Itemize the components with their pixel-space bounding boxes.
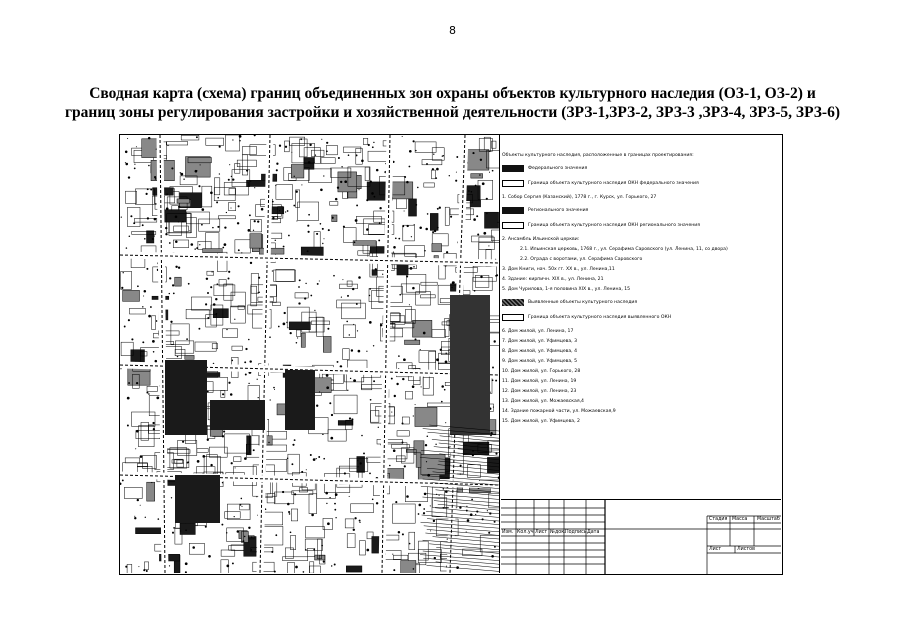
federal-boundary-swatch (502, 180, 524, 187)
legend-item: 3. Дом Книги, нач. 50х гг. XX в., ул. Ленина,11 (502, 267, 615, 272)
regional-boundary-swatch (502, 222, 524, 229)
stamp-stage: Стадия (709, 517, 728, 522)
legend-item: 8. Дом жилой, ул. Уфимцева, 4 (502, 349, 578, 354)
page-number: 8 (449, 24, 456, 37)
legend-item: 4. Здание: кирпичн. XIX в., ул. Ленина, 21 (502, 277, 604, 282)
legend-federal-boundary-label: Граница объекта культурного наследия ОКН федерального значения (528, 180, 699, 186)
legend-federal (502, 165, 780, 172)
map-legend (502, 153, 780, 429)
legend-regional-label: Регионального значения (528, 207, 589, 213)
legend-item: 2. Ансамбль Ильинской церкви: (502, 237, 580, 242)
map-graphic (120, 135, 499, 573)
document-title (60, 84, 845, 122)
title-block (501, 499, 781, 574)
title-block-grid (501, 500, 781, 574)
stamp-sheet: Лист (709, 547, 722, 552)
stamp-col-list: Лист (535, 530, 548, 535)
legend-federal-label: Федерального значения (528, 165, 588, 171)
title-line-2: границ зоны регулирования застройки и хозяйственной деятельности (ЗРЗ-1,ЗРЗ-2, ЗРЗ-3 ,ЗРЗ-4, ЗРЗ-5, ЗРЗ-6) (64, 104, 840, 121)
legend-regional (502, 207, 780, 214)
legend-item: 10. Дом жилой, ул. Горького, 28 (502, 369, 581, 374)
legend-regional-boundary-label: Граница объекта культурного наследия ОКН регионального значения (528, 222, 701, 228)
legend-item: 11. Дом жилой, ул. Ленина, 19 (502, 379, 577, 384)
legend-item: 2.1. Ильинская церковь, 1768 г., ул. Серафима Саровского (ул. Ленина, 11, со двора) (520, 247, 728, 252)
legend-heading: Объекты культурного наследия, расположенные в границах проектирования: (502, 153, 694, 158)
federal-swatch (502, 165, 524, 172)
stamp-col-koluch: Кол.уч (517, 530, 534, 535)
city-map[interactable] (120, 135, 500, 573)
stamp-col-izm: Изм. (502, 530, 514, 535)
title-line-1: Сводная карта (схема) границ объединенных зон охраны объектов культурного наследия (ОЗ-1, ОЗ-2) и (89, 85, 816, 102)
regional-swatch (502, 207, 524, 214)
legend-identified-boundary (502, 314, 780, 321)
stamp-col-data: Дата (587, 530, 600, 535)
stamp-col-podpis: Подпись (565, 530, 587, 535)
legend-regional-boundary (502, 222, 780, 229)
stamp-sheets: Листов (737, 547, 755, 552)
stamp-mass: Масса (732, 517, 748, 522)
legend-item: 1. Собор Сергия (Казанский), 1778 г., г. Курск, ул. Горького, 27 (502, 195, 657, 200)
stamp-scale: Масштаб (757, 517, 780, 522)
legend-item: 6. Дом жилой, ул. Ленина, 17 (502, 329, 574, 334)
legend-identified-label: Выявленные объекты культурного наследия (528, 299, 638, 305)
identified-boundary-swatch (502, 314, 524, 321)
legend-item: 13. Дом жилой, ул. Можаевская,4 (502, 399, 584, 404)
legend-federal-boundary (502, 180, 780, 187)
legend-item: 14. Здание пожарной части, ул. Можаевская,9 (502, 409, 616, 414)
legend-identified-boundary-label: Граница объекта культурного наследия выявленного ОКН (528, 314, 672, 320)
legend-item: 2.2. Ограда с воротами, ул. Серафима Саровского (520, 257, 643, 262)
legend-item: 9. Дом жилой, ул. Уфимцева, 5 (502, 359, 578, 364)
legend-item: 7. Дом жилой, ул. Уфимцева, 3 (502, 339, 578, 344)
legend-identified (502, 299, 780, 306)
identified-swatch (502, 299, 524, 306)
stamp-col-ndok: №док. (550, 530, 566, 535)
legend-item: 5. Дом Чурилова, 1-я половина XIX в., ул. Ленина, 15 (502, 287, 631, 292)
legend-item: 12. Дом жилой, ул. Ленина, 23 (502, 389, 577, 394)
legend-item: 15. Дом жилой, ул. Уфимцева, 2 (502, 419, 580, 424)
drawing-frame (119, 134, 783, 575)
